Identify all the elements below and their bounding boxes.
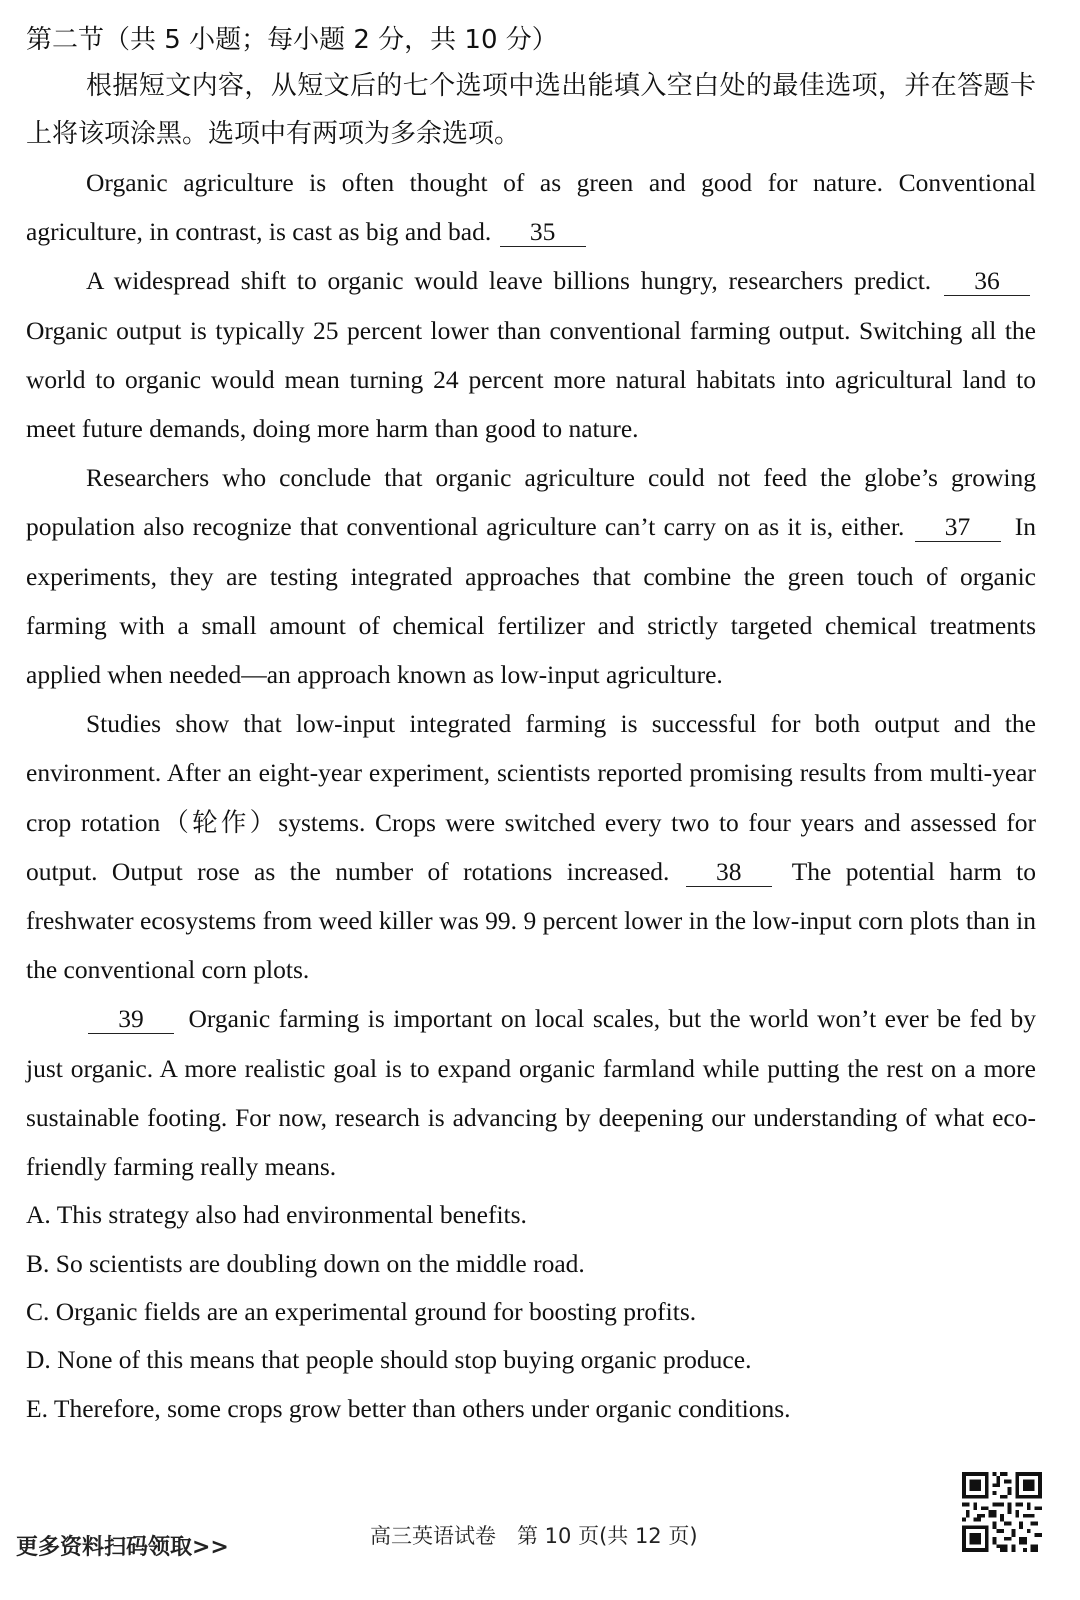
option-e: E. Therefore, some crops grow better than others under organic conditions.	[26, 1393, 791, 1423]
section-header: 第二节（共 5 小题；每小题 2 分，共 10 分）	[26, 25, 558, 55]
page-number-label: 高三英语试卷 第 10 页(共 12 页)	[370, 1524, 698, 1548]
paragraph-text: In experiments, they are testing integrated approaches that combine the green touch of organic farming with a small amount of chemical fertilizer and strictly targeted chemical treatments applied when needed—an approach known as low-input agriculture.	[26, 512, 1037, 690]
blank-39: 39	[88, 1005, 174, 1034]
option-d: D. None of this means that people should stop buying organic produce.	[26, 1345, 752, 1375]
option-c: C. Organic fields are an experimental ground for boosting profits.	[26, 1297, 697, 1327]
paragraph-text: Organic output is typically 25 percent lower than conventional farming output. Switching all the world to organic would mean turning 24 percent more natural habitats into agricultural land to meet future demands, doing more harm than good to nature.	[26, 315, 1036, 444]
passage-paragraph-3	[26, 453, 1036, 699]
passage-paragraph-4	[26, 699, 1036, 994]
section-content	[26, 18, 1036, 1433]
passage-paragraph-1	[26, 158, 1036, 256]
passage-paragraph-2	[26, 256, 1036, 453]
paragraph-text: Studies show that low-input integrated farming is successful for both output and the environment. After an eight-year experiment, scientists reported promising results from multi-year crop rotation（轮作）systems. Crops were switched every two to four years and assessed for output. Output rose as the number of rotations increased.	[26, 709, 1036, 886]
passage-paragraph-5	[26, 994, 1036, 1191]
paragraph-text: A widespread shift to organic would leave billions hungry, researchers predict.	[86, 266, 932, 296]
blank-37: 37	[915, 513, 1001, 542]
blank-36: 36	[944, 267, 1030, 296]
paragraph-text: Researchers who conclude that organic agriculture could not feed the globe’s growing population also recognize that conventional agriculture can’t carry on as it is, either.	[26, 463, 1036, 542]
paragraph-text: Organic agriculture is often thought of as green and good for nature. Conventional agriculture, in contrast, is cast as big and bad.	[26, 168, 1036, 247]
paragraph-text: The potential harm to freshwater ecosystems from weed killer was 99. 9 percent lower in the low-input corn plots than in the conventional corn plots.	[26, 856, 1037, 985]
page-footer	[0, 1516, 1080, 1576]
option-a: A. This strategy also had environmental benefits.	[26, 1200, 527, 1230]
blank-35: 35	[500, 218, 586, 247]
section-instructions: 根据短文内容，从短文后的七个选项中选出能填入空白处的最佳选项，并在答题卡上将该项涂黑。选项中有两项为多余选项。	[26, 71, 1036, 149]
answer-options	[26, 1191, 1036, 1433]
paragraph-text: Organic farming is important on local scales, but the world won’t ever be fed by just organic. A more realistic goal is to expand organic farmland while putting the rest on a more sustainable footing. For now, research is advancing by deepening our understanding of what eco-friendly farming really means.	[26, 1004, 1036, 1182]
blank-38: 38	[686, 858, 772, 887]
option-b: B. So scientists are doubling down on the middle road.	[26, 1248, 585, 1278]
scan-for-more-link[interactable]: 更多资料扫码领取>>	[16, 1535, 229, 1560]
